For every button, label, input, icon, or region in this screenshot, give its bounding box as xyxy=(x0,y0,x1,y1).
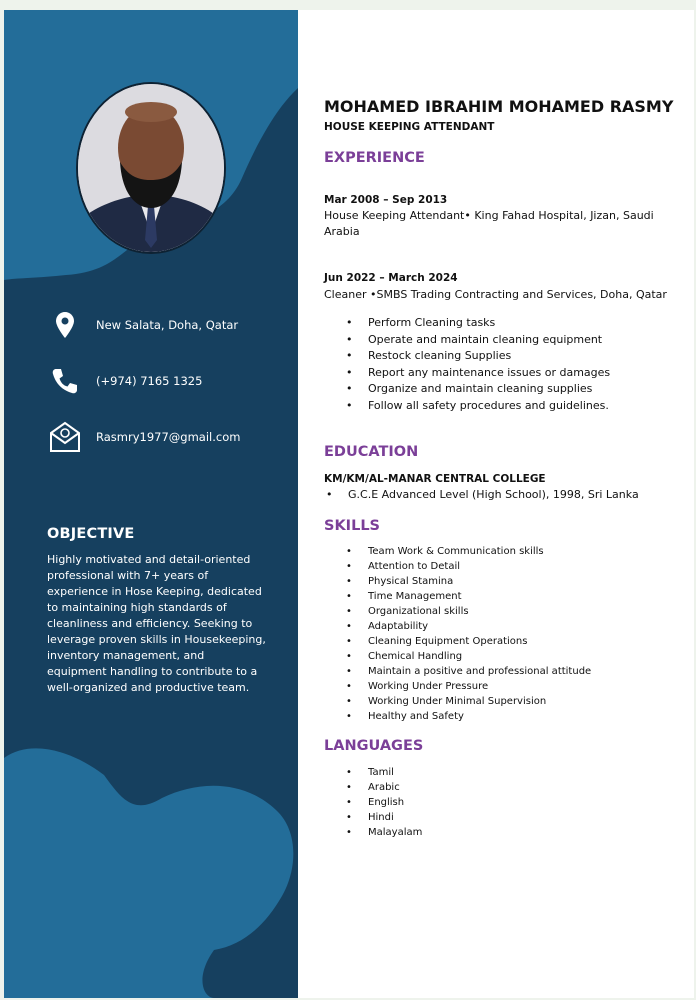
list-item: • Working Under Pressure xyxy=(346,679,591,694)
contact-phone xyxy=(48,364,202,398)
skills-heading: SKILLS xyxy=(324,518,380,534)
list-item: • G.C.E Advanced Level (High School), 1998, Sri Lanka xyxy=(326,487,639,503)
list-item: • Hindi xyxy=(346,810,422,825)
contact-email xyxy=(48,420,240,454)
address-text: New Salata, Doha, Qatar xyxy=(96,318,239,332)
email-link[interactable]: Rasmry1977@gmail.com xyxy=(96,430,241,444)
list-item: • Team Work & Communication skills xyxy=(346,544,591,559)
objective-text: Highly motivated and detail-oriented professional with 7+ years of experience in Hose Keeping, dedicated to maintaining high standards of cleanliness and efficiency. Seeking to leverage proven skills in Housekeeping, inventory management, and equipment handling to contribute to a well-organized and productive team. xyxy=(47,553,266,694)
job-title: HOUSE KEEPING ATTENDANT xyxy=(324,121,495,133)
objective-heading: OBJECTIVE xyxy=(47,526,135,542)
list-item: • Malayalam xyxy=(346,825,422,840)
list-item: • Healthy and Safety xyxy=(346,709,591,724)
education-heading: EDUCATION xyxy=(324,444,419,460)
list-item: • Organize and maintain cleaning supplies xyxy=(346,381,610,398)
contact-address xyxy=(48,308,238,342)
list-item: • Organizational skills xyxy=(346,604,591,619)
list-item: • Operate and maintain cleaning equipment xyxy=(346,332,610,349)
location-pin-icon xyxy=(48,308,82,342)
list-item: • Maintain a positive and professional attitude xyxy=(346,664,591,679)
list-item: • Arabic xyxy=(346,780,422,795)
list-item: • Attention to Detail xyxy=(346,559,591,574)
phone-text: (+974) 7165 1325 xyxy=(96,374,203,388)
profile-photo xyxy=(76,82,226,254)
languages-heading: LANGUAGES xyxy=(324,738,424,754)
school-name: KM/KM/AL-MANAR CENTRAL COLLEGE xyxy=(324,473,546,485)
list-item: • English xyxy=(346,795,422,810)
job-2-dates: Jun 2022 – March 2024 xyxy=(324,272,458,284)
email-envelope-icon xyxy=(48,420,82,454)
responsibilities-list xyxy=(346,315,610,414)
job-1-position: House Keeping Attendant• King Fahad Hospital, Jizan, Saudi Arabia xyxy=(324,209,654,238)
full-name: MOHAMED IBRAHIM MOHAMED RASMY xyxy=(324,97,674,116)
skills-list xyxy=(346,544,591,724)
job-2-position: Cleaner •SMBS Trading Contracting and Services, Doha, Qatar xyxy=(324,288,667,301)
list-item: • Cleaning Equipment Operations xyxy=(346,634,591,649)
resume-page xyxy=(4,10,694,998)
languages-list xyxy=(346,765,422,840)
list-item: • Follow all safety procedures and guidelines. xyxy=(346,398,610,415)
list-item: • Working Under Minimal Supervision xyxy=(346,694,591,709)
job-1-dates: Mar 2008 – Sep 2013 xyxy=(324,194,448,206)
sidebar xyxy=(4,10,298,998)
education-list xyxy=(326,487,639,503)
list-item: • Time Management xyxy=(346,589,591,604)
experience-heading: EXPERIENCE xyxy=(324,150,425,166)
phone-icon xyxy=(48,364,82,398)
list-item: • Tamil xyxy=(346,765,422,780)
list-item: • Perform Cleaning tasks xyxy=(346,315,610,332)
list-item: • Restock cleaning Supplies xyxy=(346,348,610,365)
list-item: • Adaptability xyxy=(346,619,591,634)
list-item: • Chemical Handling xyxy=(346,649,591,664)
list-item: • Physical Stamina xyxy=(346,574,591,589)
list-item: • Report any maintenance issues or damages xyxy=(346,365,610,382)
